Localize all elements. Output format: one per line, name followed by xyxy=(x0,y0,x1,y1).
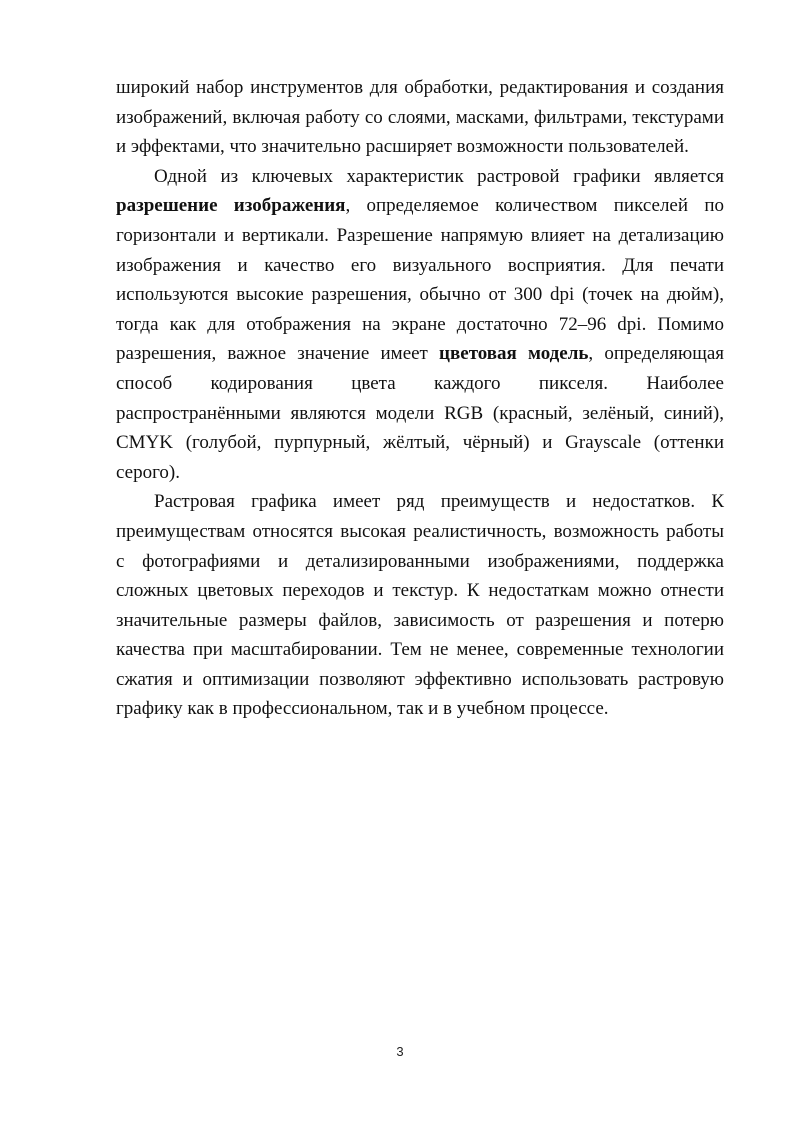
paragraph-2-text-c: , определяющая способ кодирования цвета каждого пикселя. Наиболее распространёнными являются модели RGB (красный, зелёный, синий), CMYK (голубой, пурпурный, жёлтый, чёрный) и Grayscale (оттенки серого). xyxy=(116,343,725,483)
paragraph-pros-cons xyxy=(116,487,724,724)
term-image-resolution: разрешение изображения xyxy=(116,195,346,217)
paragraph-1-text: широкий набор инструментов для обработки, редактирования и создания изображений, включая работу со слоями, масками, фильтрами, текстурами и эффектами, что значительно расширяет возможности пользователей. xyxy=(116,77,724,158)
paragraph-2-text-a: Одной из ключевых характеристик растровой графики является xyxy=(154,165,724,187)
paragraph-resolution-color-model xyxy=(116,162,724,488)
term-color-model: цветовая модель xyxy=(439,343,589,365)
page-number: 3 xyxy=(396,1044,404,1059)
paragraph-3-text: Растровая графика имеет ряд преимуществ и недостатков. К преимуществам относятся высокая реалистичность, возможность работы с фотографиями и детализированными изображениями, поддержка сложных цветовых переходов и текстур. К недостаткам можно отнести значительные размеры файлов, зависимость от разрешения и потерю качества при масштабировании. Тем не менее, современные технологии сжатия и оптимизации позволяют эффективно использовать растровую графику как в профессиональном, так и в учебном процессе. xyxy=(116,491,724,720)
page-body xyxy=(116,73,724,724)
paragraph-continuation xyxy=(116,73,724,162)
paragraph-2-text-b: , определяемое количеством пикселей по горизонтали и вертикали. Разрешение напрямую влияет на детализацию изображения и качество его визуального восприятия. Для печати используются высокие разрешения, обычно от 300 dpi (точек на дюйм), тогда как для отображения на экране достаточно 72–96 dpi. Помимо разрешения, важное значение имеет xyxy=(116,195,724,365)
